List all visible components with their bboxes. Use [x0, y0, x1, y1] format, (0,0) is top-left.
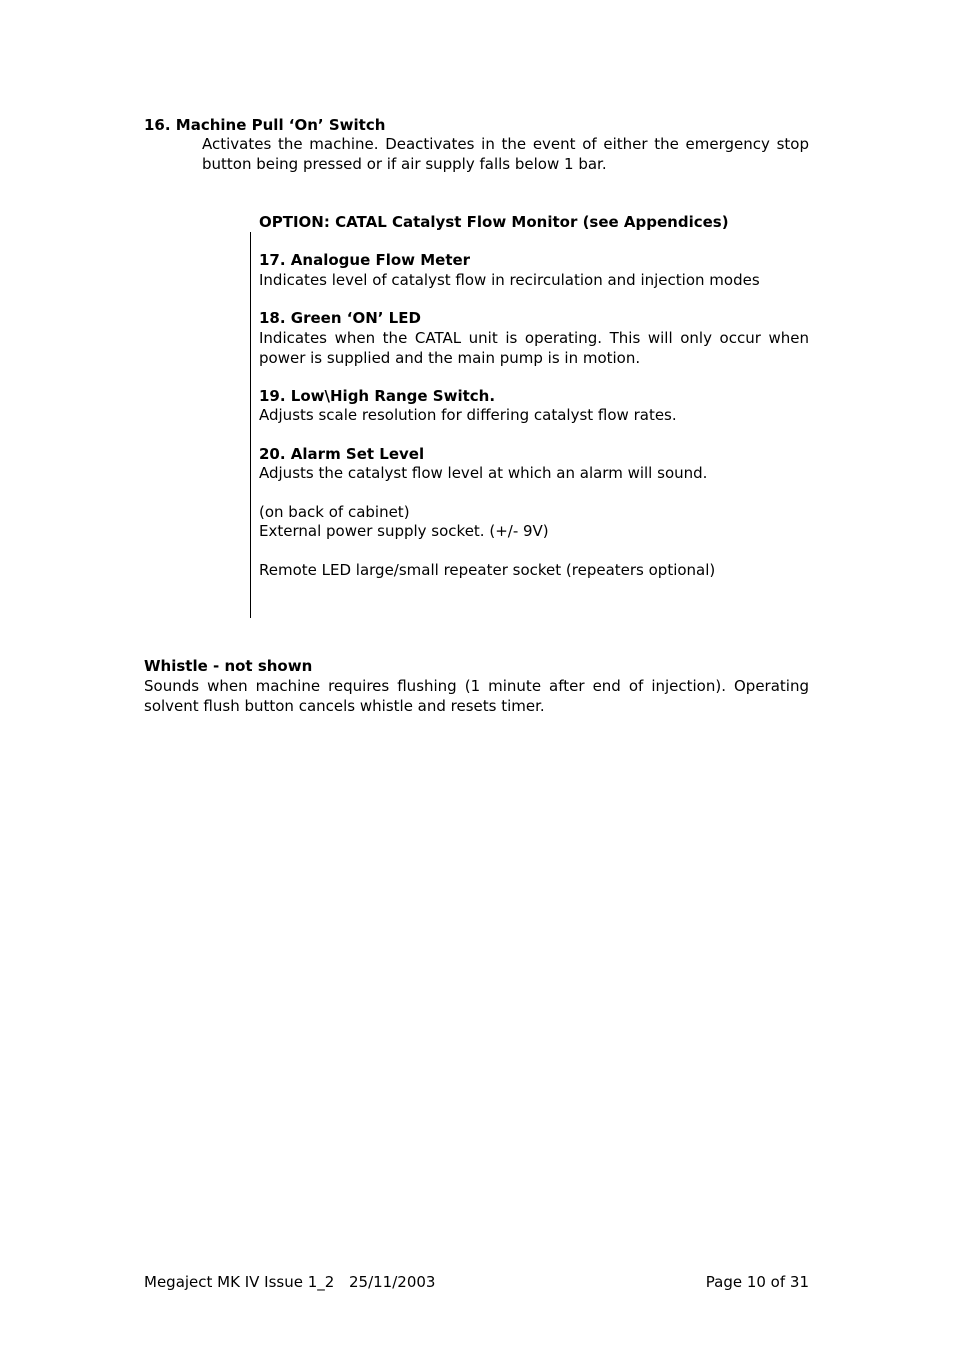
whistle-body: Sounds when machine requires flushing (1 minute after end of injection). Operating solvent flush button cancels whistle and resets timer.: [144, 677, 809, 715]
item-18-body: Indicates when the CATAL unit is operating. This will only occur when power is supplied and the main pump is in motion.: [259, 329, 809, 367]
footer-date: 25/11/2003: [349, 1273, 436, 1291]
option-title: OPTION: CATAL Catalyst Flow Monitor (see Appendices): [259, 213, 729, 231]
item-19-body: Adjusts scale resolution for differing catalyst flow rates.: [259, 406, 677, 424]
footer-page-number: Page 10 of 31: [705, 1273, 809, 1291]
footer-document-id: Megaject MK IV Issue 1_2: [144, 1273, 335, 1291]
repeater-socket: Remote LED large/small repeater socket (repeaters optional): [259, 561, 716, 579]
item-20-body: Adjusts the catalyst flow level at which an alarm will sound.: [259, 464, 708, 482]
item-17-body: Indicates level of catalyst flow in recirculation and injection modes: [259, 271, 760, 289]
item-20-title: 20. Alarm Set Level: [259, 445, 425, 463]
section-16-title: 16. Machine Pull ‘On’ Switch: [144, 116, 386, 134]
whistle-title: Whistle - not shown: [144, 657, 313, 675]
section-16-body: Activates the machine. Deactivates in the event of either the emergency stop button being pressed or if air supply falls below 1 bar.: [202, 135, 809, 173]
option-left-rule: [250, 232, 251, 618]
item-19-title: 19. Low\High Range Switch.: [259, 387, 496, 405]
power-supply-socket: External power supply socket. (+/- 9V): [259, 522, 549, 540]
item-18-title: 18. Green ‘ON’ LED: [259, 309, 421, 327]
back-of-cabinet-note: (on back of cabinet): [259, 503, 410, 521]
item-17-title: 17. Analogue Flow Meter: [259, 251, 471, 269]
